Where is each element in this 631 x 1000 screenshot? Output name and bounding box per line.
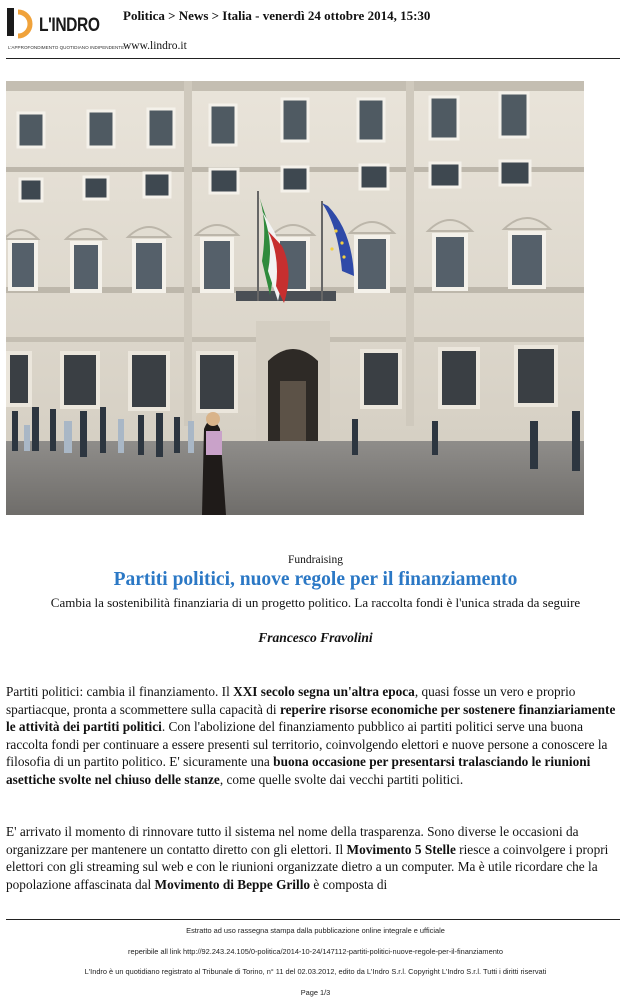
- logo-tagline: L'APPROFONDIMENTO QUOTIDIANO INDIPENDENTE: [8, 45, 125, 50]
- footer-source-link[interactable]: reperibile all link http://92.243.24.105/0-politica/2014-10-24/147112-partiti-politici-nuove-regole-per-il-finanziamento: [128, 947, 503, 956]
- paragraph-text: , quasi fosse un vero e proprio spartiacque, pronta a scommettere sulla capacità di: [6, 684, 576, 717]
- logo-mark-icon: [6, 6, 36, 40]
- logo-text: L'INDRO: [39, 15, 100, 36]
- lindro-logo[interactable]: [6, 6, 125, 56]
- article-author: Francesco Fravolini: [258, 630, 373, 645]
- article-title[interactable]: Partiti politici, nuove regole per il finanziamento: [113, 569, 518, 590]
- paragraph-text: è composta di: [310, 876, 388, 892]
- paragraph-text: . Con l'abolizione del finanziamento pubblico ai partiti politici serve una buona raccolta fondi per continuare a essere presenti sul territorio, coinvolgendo elettori e nuove persone a conoscere la filosofia di un partito politico. E' sicuramente una: [6, 719, 608, 769]
- page-header: [0, 0, 631, 62]
- paragraph-text: riesce a coinvolgere i propri elettori con gli streaming sul web e con le riunioni organizzate dietro a un computer. Ma è utile ricordare che la popolazione affascinata dal: [6, 841, 609, 892]
- page-number: Page 1/3: [300, 988, 331, 997]
- site-url[interactable]: www.lindro.it: [123, 40, 187, 52]
- footer-divider: [6, 919, 620, 920]
- article-photo: [6, 81, 584, 515]
- footer-extract-note: Estratto ad uso rassegna stampa dalla pubblicazione online integrale e ufficiale: [186, 926, 445, 935]
- article-kicker: Fundraising: [288, 554, 343, 566]
- paragraph-text: Partiti politici: cambia il finanziamento. Il: [6, 684, 234, 699]
- paragraph-bold-text: Movimento di Beppe Grillo: [154, 876, 311, 892]
- breadcrumb[interactable]: Politica > News > Italia - venerdì 24 ottobre 2014, 15:30: [123, 8, 431, 23]
- article-paragraph: [6, 683, 624, 788]
- paragraph-bold-text: buona occasione per presentarsi tralasciando le riunioni asettiche svolte nel chiuso delle stanze: [6, 754, 591, 787]
- article-paragraph: [6, 823, 624, 893]
- paragraph-text: E' arrivato il momento di rinnovare tutto il sistema nel nome della trasparenza. Sono diverse le occasioni da organizzare per mantenere un contatto diretto con gli elettori. Il: [6, 824, 579, 857]
- paragraph-text: , come quelle svolte dai vecchi partiti politici.: [219, 771, 464, 787]
- paragraph-bold-text: reperire risorse economiche per sostenere finanziariamente le attività dei partiti politici: [6, 701, 616, 734]
- header-divider: [6, 58, 620, 59]
- article-subtitle: Cambia la sostenibilità finanziaria di un progetto politico. La raccolta fondi è l'unica strada da seguire: [50, 595, 581, 610]
- paragraph-bold-text: Movimento 5 Stelle: [346, 841, 456, 857]
- paragraph-bold-text: XXI secolo segna un'altra epoca: [233, 684, 415, 699]
- footer-copyright: L'Indro è un quotidiano registrato al Tribunale di Torino, n° 11 del 02.03.2012, edito da L'Indro S.r.l. Copyright L'Indro S.r.l. Tutti i diritti riservati: [84, 967, 547, 976]
